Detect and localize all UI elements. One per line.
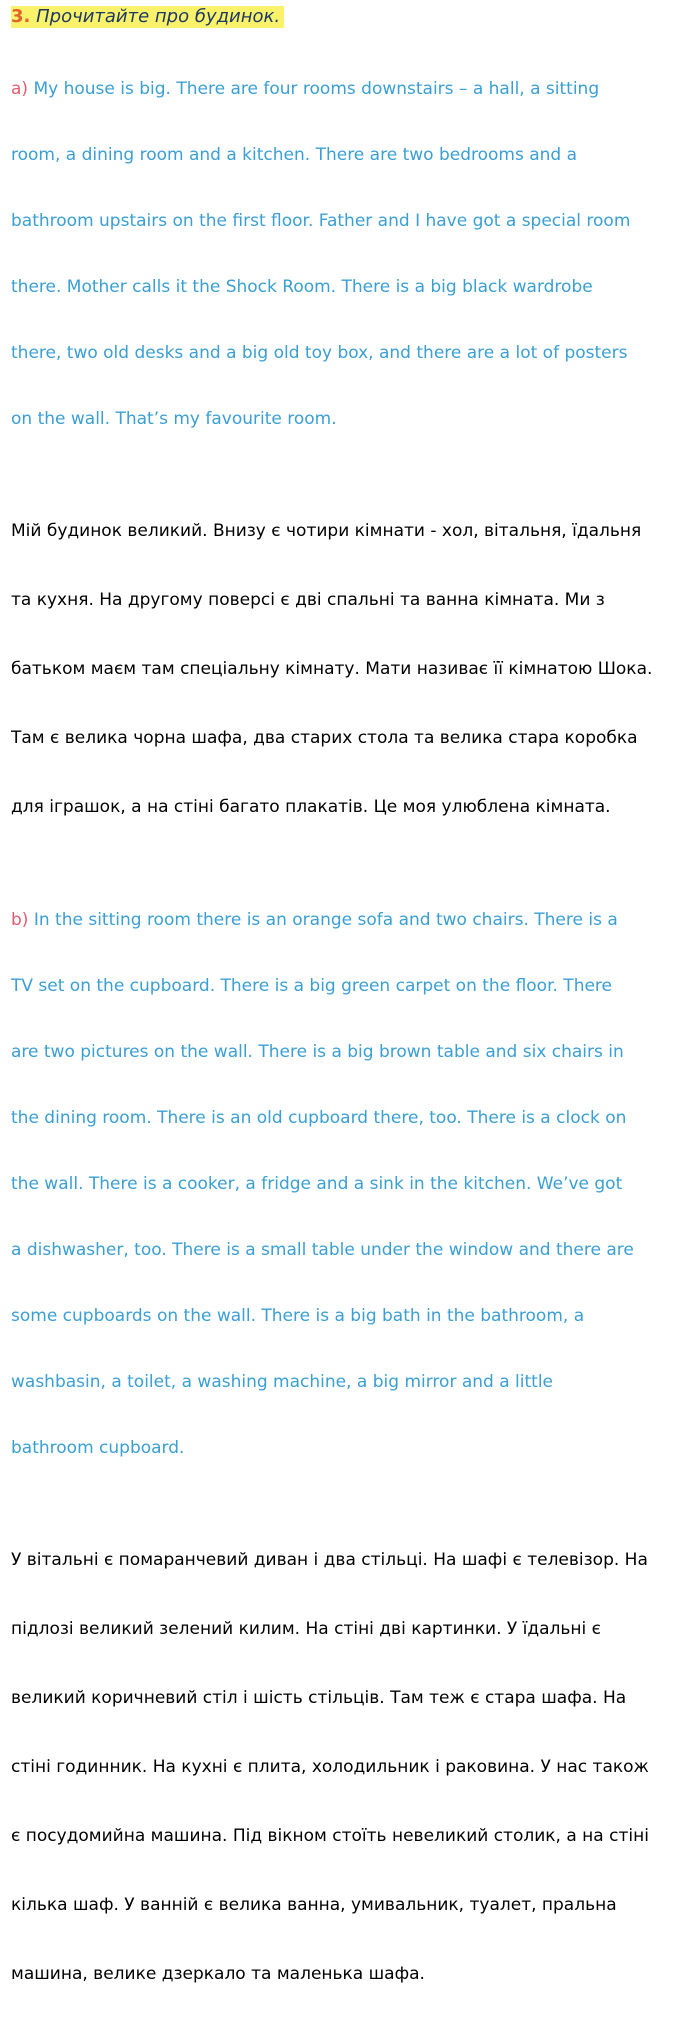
part-a-ukrainian-line: для іграшок, а на стіні багато плакатів. Це моя улюблена кімната. (11, 797, 611, 817)
part-b-english-line: TV set on the cupboard. There is a big green carpet on the floor. There (11, 976, 613, 996)
exercise-number: 3. (11, 6, 31, 27)
part-b-ukrainian-line: кілька шаф. У ванній є велика ванна, умивальник, туалет, пральна (11, 1895, 617, 1915)
part-b-ukrainian-line: машина, велике дзеркало та маленька шафа. (11, 1964, 425, 1984)
part-a-english-line: on the wall. That’s my favourite room. (11, 409, 337, 429)
part-b-ukrainian-line: великий коричневий стіл і шість стільців. Там теж є стара шафа. На (11, 1688, 627, 1708)
part-b-english-line: washbasin, a toilet, a washing machine, a big mirror and a little (11, 1372, 553, 1392)
part-a-english-line: bathroom upstairs on the first floor. Father and I have got a special room (11, 211, 631, 231)
part-b-ukrainian (11, 1503, 691, 2032)
part-a-english-line: room, a dining room and a kitchen. There are two bedrooms and a (11, 145, 578, 165)
part-b-english-line: bathroom cupboard. (11, 1438, 185, 1458)
part-b-english-line: b) In the sitting room there is an orange sofa and two chairs. There is a (11, 910, 618, 930)
exercise-heading (11, 6, 284, 28)
part-b-english-line: are two pictures on the wall. There is a big brown table and six chairs in (11, 1042, 624, 1062)
part-b-english-line: a dishwasher, too. There is a small table under the window and there are (11, 1240, 634, 1260)
part-b-ukrainian-line: стіні годинник. На кухні є плита, холодильник і раковина. У нас також (11, 1757, 649, 1777)
part-b-english (11, 865, 691, 1503)
part-a-english-line: a) My house is big. There are four rooms downstairs – a hall, a sitting (11, 79, 600, 99)
exercise-page (11, 6, 691, 2032)
part-b-english-line: the dining room. There is an old cupboard there, too. There is a clock on (11, 1108, 627, 1128)
part-a-ukrainian (11, 474, 691, 865)
part-b-english-line: some cupboards on the wall. There is a big bath in the bathroom, a (11, 1306, 585, 1326)
part-a-english-line: there, two old desks and a big old toy box, and there are a lot of posters (11, 343, 628, 363)
part-b-ukrainian-line: підлозі великий зелений килим. На стіні дві картинки. У їдальні є (11, 1619, 601, 1639)
part-a-ukrainian-line: та кухня. На другому поверсі є дві спальні та ванна кімната. Ми з (11, 590, 605, 610)
part-a-letter: a) (11, 79, 29, 99)
part-b-english-line: the wall. There is a cooker, a fridge and a sink in the kitchen. We’ve got (11, 1174, 623, 1194)
part-b-letter: b) (11, 910, 29, 930)
part-a-ukrainian-line: Мій будинок великий. Внизу є чотири кімнати - хол, вітальня, їдальня (11, 521, 642, 541)
exercise-title: Прочитайте про будинок. (36, 6, 281, 27)
part-a-ukrainian-line: Там є велика чорна шафа, два старих стола та велика стара коробка (11, 728, 638, 748)
part-a-english-line: there. Mother calls it the Shock Room. There is a big black wardrobe (11, 277, 593, 297)
part-b-ukrainian-line: є посудомийна машина. Під вікном стоїть невеликий столик, а на стіні (11, 1826, 649, 1846)
part-a-ukrainian-line: батьком маєм там спеціальну кімнату. Мати називає її кімнатою Шока. (11, 659, 653, 679)
part-a-english (11, 34, 691, 474)
part-b-ukrainian-line: У вітальні є помаранчевий диван і два стільці. На шафі є телевізор. На (11, 1550, 648, 1570)
